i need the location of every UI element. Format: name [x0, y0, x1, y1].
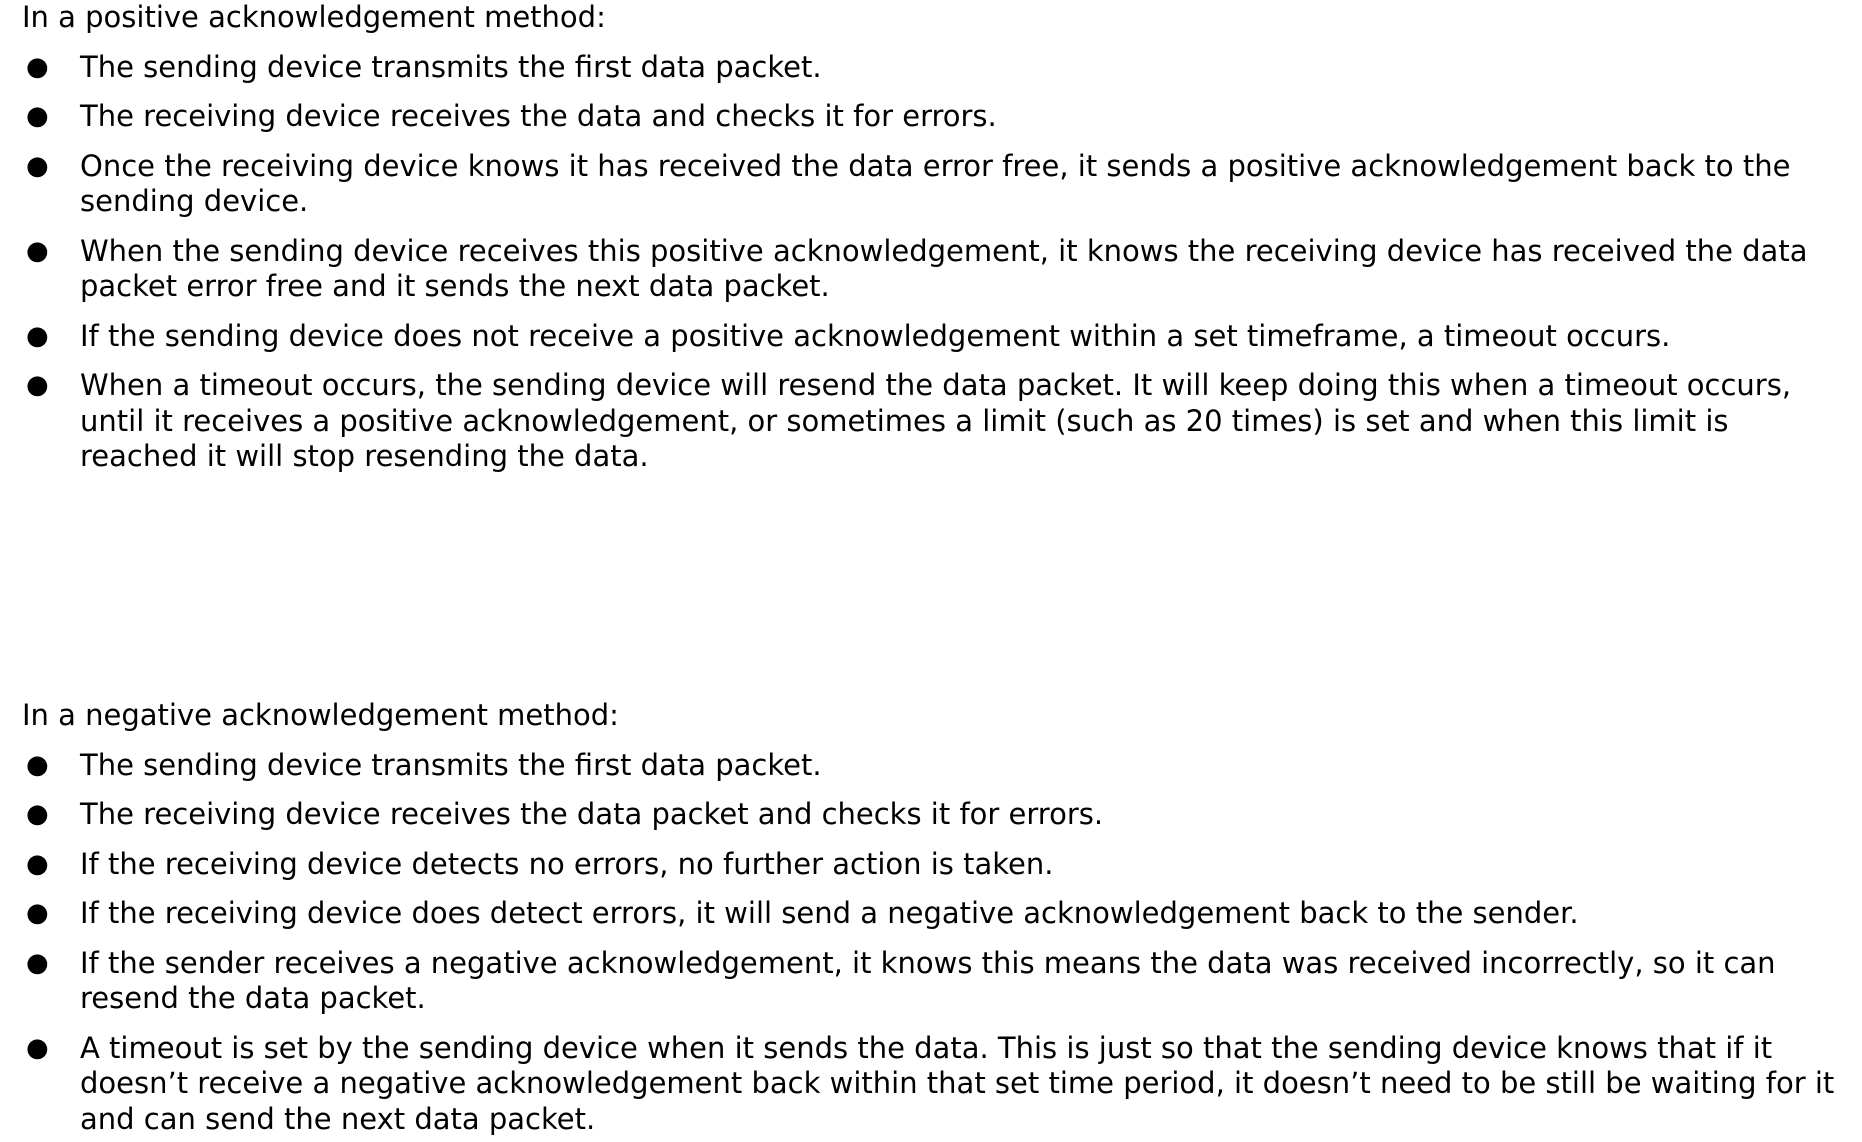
list-item-text: If the receiving device does detect errors, it will send a negative acknowledgement back to the sender. [80, 896, 1579, 930]
list-item-text: When a timeout occurs, the sending device will resend the data packet. It will keep doing this when a timeout occurs, until it receives a positive acknowledgement, or sometimes a limit (such as 20 times) is set and when this limit is reached it will stop resending the data. [80, 368, 1792, 473]
list-item-text: Once the receiving device knows it has received the data error free, it sends a positive acknowledgement back to the sending device. [80, 148, 1791, 218]
negative-ack-section [22, 698, 1842, 1137]
list-item [22, 797, 1842, 833]
list-item [22, 234, 1842, 305]
bullet-icon: ● [26, 749, 49, 780]
list-item [22, 748, 1842, 784]
bullet-icon: ● [26, 51, 49, 82]
positive-ack-list [22, 50, 1842, 475]
positive-ack-section [22, 0, 1842, 475]
list-item-text: The sending device transmits the first data packet. [80, 49, 822, 84]
bullet-icon: ● [26, 320, 49, 351]
list-item [22, 99, 1842, 135]
bullet-icon: ● [26, 235, 49, 266]
list-item [22, 847, 1842, 883]
list-item-text: If the receiving device detects no errors, no further action is taken. [80, 846, 1054, 881]
bullet-icon: ● [26, 848, 49, 879]
bullet-icon: ● [26, 370, 49, 400]
list-item [22, 1031, 1842, 1138]
list-item-text: When the sending device receives this positive acknowledgement, it knows the receiving device has received the data packet error free and it sends the next data packet. [80, 233, 1808, 303]
list-item-text: The receiving device receives the data packet and checks it for errors. [80, 797, 1104, 831]
bullet-icon: ● [26, 101, 49, 131]
positive-ack-intro: In a positive acknowledgement method: [22, 0, 606, 34]
list-item-text: The sending device transmits the first data packet. [80, 747, 822, 782]
bullet-icon: ● [26, 799, 49, 829]
list-item-text: The receiving device receives the data and checks it for errors. [80, 99, 997, 133]
list-item-text: If the sender receives a negative acknowledgement, it knows this means the data was received incorrectly, so it can resend the data packet. [80, 945, 1776, 1015]
negative-ack-list [22, 748, 1842, 1138]
negative-ack-intro: In a negative acknowledgement method: [22, 698, 619, 732]
list-item [22, 50, 1842, 86]
list-item [22, 368, 1842, 475]
list-item [22, 946, 1842, 1017]
bullet-icon: ● [26, 947, 49, 978]
list-item [22, 149, 1842, 220]
list-item-text: If the sending device does not receive a positive acknowledgement within a set timeframe, a timeout occurs. [80, 318, 1671, 353]
list-item [22, 896, 1842, 932]
bullet-icon: ● [26, 898, 49, 928]
list-item-text: A timeout is set by the sending device when it sends the data. This is just so that the sending device knows that if it doesn’t receive a negative acknowledgement back within that set time period, it doesn’t need to be still be waiting for it and can send the next data packet. [80, 1030, 1835, 1136]
bullet-icon: ● [26, 1032, 49, 1063]
bullet-icon: ● [26, 150, 49, 181]
list-item [22, 319, 1842, 355]
